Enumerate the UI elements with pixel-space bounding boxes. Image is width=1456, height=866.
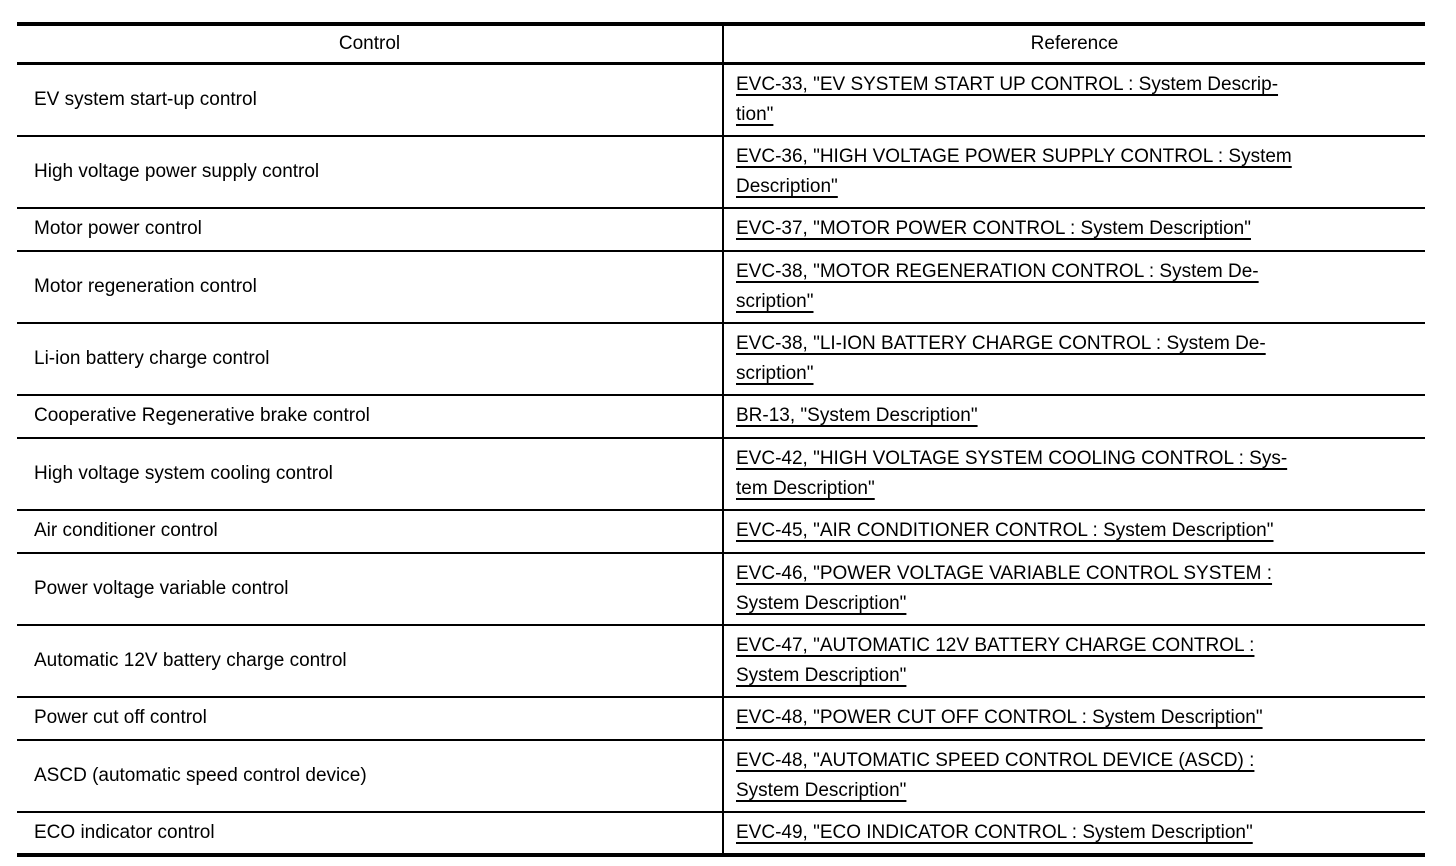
table-row bbox=[17, 740, 1425, 812]
control-cell: Li-ion battery charge control bbox=[17, 323, 723, 395]
reference-link-line: scription" bbox=[736, 362, 814, 384]
reference-link-line: System Description" bbox=[736, 779, 907, 801]
table-row bbox=[17, 251, 1425, 323]
reference-link[interactable] bbox=[736, 444, 1421, 504]
reference-cell bbox=[723, 64, 1425, 136]
reference-link-line: scription" bbox=[736, 290, 814, 312]
reference-link[interactable] bbox=[736, 257, 1421, 317]
reference-link-line: BR-13, "System Description" bbox=[736, 405, 978, 426]
control-cell: EV system start-up control bbox=[17, 64, 723, 136]
table-row bbox=[17, 438, 1425, 510]
reference-link[interactable] bbox=[736, 746, 1421, 806]
table-row bbox=[17, 64, 1425, 136]
table-row bbox=[17, 136, 1425, 208]
reference-link[interactable] bbox=[736, 329, 1421, 389]
reference-link-line: EVC-45, "AIR CONDITIONER CONTROL : System Description" bbox=[736, 520, 1274, 541]
reference-link-line: System Description" bbox=[736, 664, 907, 686]
reference-link[interactable] bbox=[736, 559, 1421, 619]
control-cell: Automatic 12V battery charge control bbox=[17, 625, 723, 697]
reference-link-line: EVC-42, "HIGH VOLTAGE SYSTEM COOLING CONTROL : Sys- bbox=[736, 447, 1288, 469]
control-cell: Power voltage variable control bbox=[17, 553, 723, 625]
reference-link-line: EVC-47, "AUTOMATIC 12V BATTERY CHARGE CONTROL : bbox=[736, 634, 1255, 656]
table-row bbox=[17, 697, 1425, 740]
reference-cell bbox=[723, 251, 1425, 323]
reference-link-line: EVC-48, "AUTOMATIC SPEED CONTROL DEVICE (ASCD) : bbox=[736, 749, 1255, 771]
table-row bbox=[17, 625, 1425, 697]
table-header-row bbox=[17, 24, 1425, 64]
reference-cell bbox=[723, 208, 1425, 251]
reference-cell bbox=[723, 812, 1425, 855]
control-cell: High voltage system cooling control bbox=[17, 438, 723, 510]
reference-link-line: Description" bbox=[736, 175, 838, 197]
reference-link[interactable] bbox=[736, 516, 1421, 546]
table-row bbox=[17, 510, 1425, 553]
table-row bbox=[17, 395, 1425, 438]
control-cell: ECO indicator control bbox=[17, 812, 723, 855]
reference-cell bbox=[723, 136, 1425, 208]
reference-link-line: EVC-37, "MOTOR POWER CONTROL : System Description" bbox=[736, 218, 1251, 239]
table-row bbox=[17, 208, 1425, 251]
control-cell: Motor regeneration control bbox=[17, 251, 723, 323]
reference-cell bbox=[723, 553, 1425, 625]
reference-link[interactable] bbox=[736, 818, 1421, 848]
table-row bbox=[17, 553, 1425, 625]
control-reference-table bbox=[17, 22, 1425, 857]
reference-cell bbox=[723, 740, 1425, 812]
control-cell: ASCD (automatic speed control device) bbox=[17, 740, 723, 812]
reference-cell bbox=[723, 697, 1425, 740]
table-row bbox=[17, 812, 1425, 855]
reference-cell bbox=[723, 625, 1425, 697]
reference-link-line: tem Description" bbox=[736, 477, 875, 499]
control-cell: Power cut off control bbox=[17, 697, 723, 740]
reference-link-line: EVC-33, "EV SYSTEM START UP CONTROL : System Descrip- bbox=[736, 73, 1279, 95]
reference-link-line: EVC-38, "LI-ION BATTERY CHARGE CONTROL : System De- bbox=[736, 332, 1266, 354]
reference-link-line: EVC-48, "POWER CUT OFF CONTROL : System Description" bbox=[736, 707, 1263, 728]
reference-link-line: EVC-49, "ECO INDICATOR CONTROL : System Description" bbox=[736, 821, 1253, 843]
reference-link[interactable] bbox=[736, 631, 1421, 691]
reference-link-line: EVC-36, "HIGH VOLTAGE POWER SUPPLY CONTROL : System bbox=[736, 145, 1292, 167]
reference-link-line: tion" bbox=[736, 103, 774, 125]
column-header-reference: Reference bbox=[723, 24, 1425, 64]
reference-link-line: EVC-38, "MOTOR REGENERATION CONTROL : System De- bbox=[736, 260, 1259, 282]
control-cell: High voltage power supply control bbox=[17, 136, 723, 208]
reference-link[interactable] bbox=[736, 214, 1421, 244]
control-cell: Cooperative Regenerative brake control bbox=[17, 395, 723, 438]
reference-cell bbox=[723, 323, 1425, 395]
reference-cell bbox=[723, 395, 1425, 438]
reference-cell bbox=[723, 438, 1425, 510]
reference-link[interactable] bbox=[736, 703, 1421, 733]
table-row bbox=[17, 323, 1425, 395]
column-header-control: Control bbox=[17, 24, 723, 64]
reference-link-line: EVC-46, "POWER VOLTAGE VARIABLE CONTROL SYSTEM : bbox=[736, 562, 1273, 584]
control-cell: Air conditioner control bbox=[17, 510, 723, 553]
reference-link[interactable] bbox=[736, 401, 1421, 431]
control-cell: Motor power control bbox=[17, 208, 723, 251]
reference-cell bbox=[723, 510, 1425, 553]
reference-link[interactable] bbox=[736, 70, 1421, 130]
reference-link-line: System Description" bbox=[736, 592, 907, 614]
reference-link[interactable] bbox=[736, 142, 1421, 202]
